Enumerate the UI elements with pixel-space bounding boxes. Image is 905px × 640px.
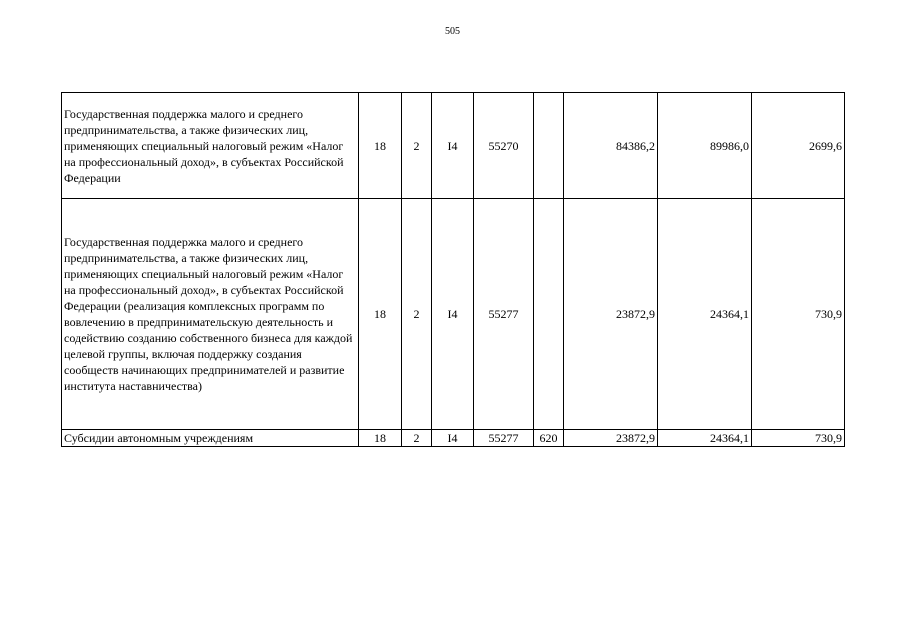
- table-row: [62, 93, 845, 199]
- target-code-cell: 55277: [474, 199, 534, 430]
- amount-1-cell: 23872,9: [564, 430, 658, 447]
- amount-1-cell: 23872,9: [564, 199, 658, 430]
- budget-table: [61, 92, 845, 447]
- section-code-cell: 2: [402, 430, 432, 447]
- program-code-cell: I4: [432, 93, 474, 199]
- amount-2-cell: 24364,1: [658, 430, 752, 447]
- section-code-cell: 2: [402, 199, 432, 430]
- ministry-code-cell: 18: [359, 430, 402, 447]
- page-number: 505: [445, 26, 460, 37]
- program-code-cell: I4: [432, 199, 474, 430]
- target-code-cell: 55270: [474, 93, 534, 199]
- expense-type-cell: 620: [534, 430, 564, 447]
- row-name-cell: Государственная поддержка малого и среднего предпринимательства, а также физических лиц, применяющих специальный налоговый режим «Налог на профессиональный доход», в субъектах Российской Федерации: [62, 93, 359, 199]
- ministry-code-cell: 18: [359, 199, 402, 430]
- section-code-cell: 2: [402, 93, 432, 199]
- table-row: [62, 430, 845, 447]
- amount-2-cell: 24364,1: [658, 199, 752, 430]
- amount-3-cell: 730,9: [752, 430, 845, 447]
- amount-3-cell: 2699,6: [752, 93, 845, 199]
- amount-2-cell: 89986,0: [658, 93, 752, 199]
- target-code-cell: 55277: [474, 430, 534, 447]
- amount-1-cell: 84386,2: [564, 93, 658, 199]
- row-name-cell: Государственная поддержка малого и среднего предпринимательства, а также физических лиц, применяющих специальный налоговый режим «Налог на профессиональный доход», в субъектах Российской Федерации (реализация комплексных программ по вовлечению в предпринимательскую деятельность и содействию созданию собственного бизнеса для каждой целевой группы, включая поддержку создания сообществ начинающих предпринимателей и развитие института наставничества): [62, 199, 359, 430]
- row-name-cell: Субсидии автономным учреждениям: [62, 430, 359, 447]
- amount-3-cell: 730,9: [752, 199, 845, 430]
- expense-type-cell: [534, 93, 564, 199]
- expense-type-cell: [534, 199, 564, 430]
- table-row: [62, 199, 845, 430]
- program-code-cell: I4: [432, 430, 474, 447]
- ministry-code-cell: 18: [359, 93, 402, 199]
